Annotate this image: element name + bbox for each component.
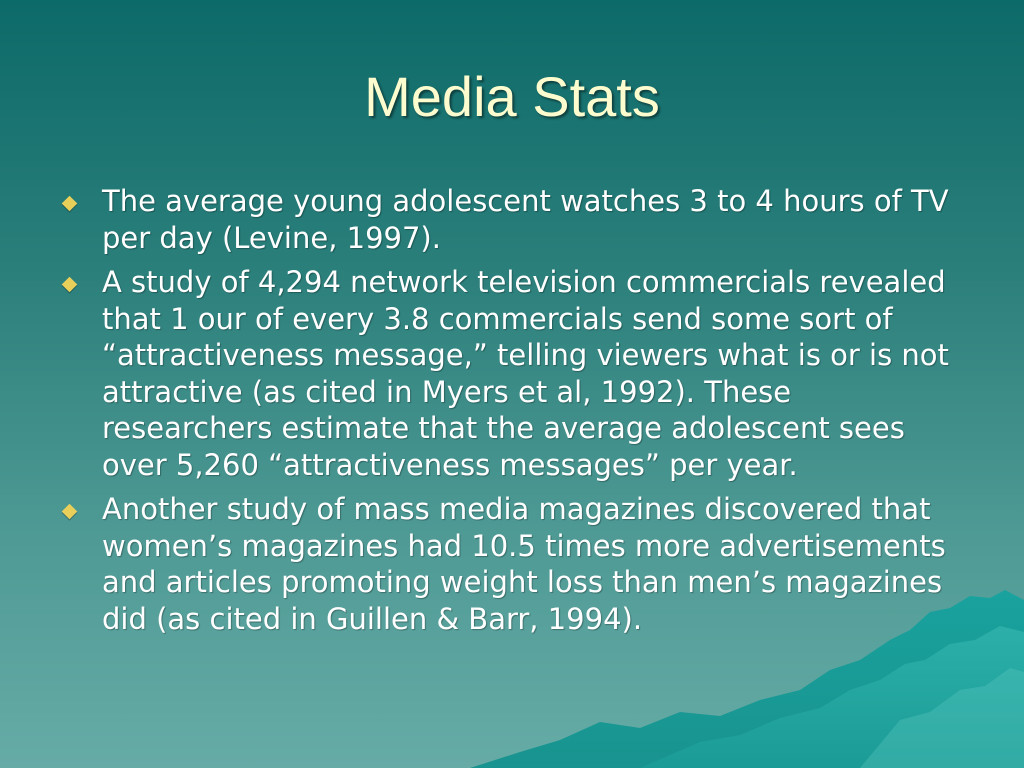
bullet-text: Another study of mass media magazines discovered that women’s magazines had 10.5 times more advertisements and articles promoting weight loss than men’s magazines did (as cited in Guillen & Barr, 1994). — [102, 492, 946, 636]
bullet-text: A study of 4,294 network television commercials revealed that 1 our of every 3.8 commercials send some sort of “attractiveness message,” telling viewers what is or is not attractive (as cited in Myers et al, 1992). These researchers estimate that the average adolescent sees over 5,260 “attractiveness messages” per year. — [102, 265, 949, 482]
bullet-text: The average young adolescent watches 3 to 4 hours of TV per day (Levine, 1997). — [102, 184, 949, 255]
diamond-bullet-icon — [62, 277, 78, 293]
diamond-bullet-icon — [62, 196, 78, 212]
bullet-item — [60, 183, 960, 256]
diamond-bullet-icon — [62, 504, 78, 520]
bullet-item — [60, 264, 960, 483]
slide-title: Media Stats — [364, 65, 660, 128]
bullet-list — [60, 183, 960, 645]
bullet-item — [60, 491, 960, 637]
